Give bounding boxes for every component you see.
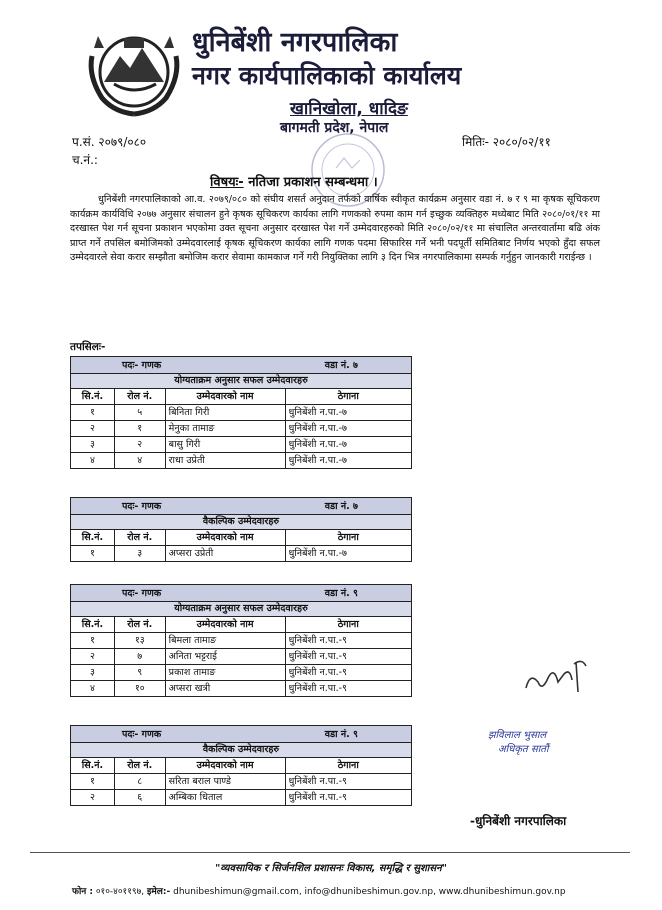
col-header-roll: रोल नं. bbox=[114, 389, 165, 405]
details-label: तपसिलः- bbox=[70, 341, 106, 353]
ward-label: वडा नं. ७ bbox=[324, 359, 358, 371]
cell-sn: २ bbox=[71, 649, 115, 665]
table-row bbox=[71, 665, 412, 681]
ward-label: वडा नं. ९ bbox=[324, 728, 358, 740]
cell-roll: ५ bbox=[114, 405, 165, 421]
email-label: इमेल:- bbox=[146, 887, 171, 897]
col-header-sn: सि.नं. bbox=[71, 758, 115, 774]
cell-sn: २ bbox=[71, 421, 115, 437]
org-name: धुनिबेंशी नगरपालिका bbox=[192, 27, 398, 58]
cell-address: धुनिबेंशी न.पा.-७ bbox=[285, 421, 412, 437]
table-row bbox=[71, 633, 412, 649]
ward-label: वडा नं. ७ bbox=[324, 500, 358, 512]
cell-roll: ४ bbox=[114, 453, 165, 469]
category-label: वैकल्पिक उम्मेदवारहरु bbox=[71, 743, 412, 758]
cell-sn: ३ bbox=[71, 665, 115, 681]
cell-name: मेनुका तामाङ bbox=[165, 421, 285, 437]
footer-divider bbox=[30, 852, 630, 853]
cell-address: धुनिबेंशी न.पा.-९ bbox=[285, 790, 412, 806]
official-stamp-text bbox=[488, 729, 598, 757]
cell-name: अप्सरा खत्री bbox=[165, 681, 285, 697]
cell-roll: ९ bbox=[114, 665, 165, 681]
table-row bbox=[71, 421, 412, 437]
cell-name: अनिता भट्टराई bbox=[165, 649, 285, 665]
cell-address: धुनिबेंशी न.पा.-९ bbox=[285, 665, 412, 681]
table-header-row bbox=[71, 389, 412, 405]
phone-number: ०१०-४०११९७, bbox=[95, 887, 145, 897]
cell-sn: १ bbox=[71, 546, 115, 562]
cell-address: धुनिबेंशी न.पा.-७ bbox=[285, 453, 412, 469]
province: बागमती प्रदेश, नेपाल bbox=[280, 120, 389, 136]
table-header-row bbox=[71, 530, 412, 546]
col-header-name: उम्मेदवारको नाम bbox=[165, 530, 285, 546]
category-label: वैकल्पिक उम्मेदवारहरु bbox=[71, 515, 412, 530]
ref-no: प.सं. २०७९/०८० bbox=[72, 135, 147, 149]
cell-roll: ७ bbox=[114, 649, 165, 665]
official-name: झविलाल भुसाल bbox=[488, 730, 547, 741]
cell-name: बिनिता गिरी bbox=[165, 405, 285, 421]
col-header-roll: रोल नं. bbox=[114, 617, 165, 633]
cell-sn: २ bbox=[71, 790, 115, 806]
cell-sn: १ bbox=[71, 633, 115, 649]
cell-sn: १ bbox=[71, 405, 115, 421]
cell-address: धुनिबेंशी न.पा.-७ bbox=[285, 405, 412, 421]
col-header-address: ठेगाना bbox=[285, 617, 412, 633]
cell-sn: ३ bbox=[71, 437, 115, 453]
post-label: पदः- गणक bbox=[122, 500, 162, 512]
table-row bbox=[71, 774, 412, 790]
col-header-sn: सि.नं. bbox=[71, 530, 115, 546]
cell-roll: ६ bbox=[114, 790, 165, 806]
table-header-row bbox=[71, 617, 412, 633]
reference-block bbox=[72, 133, 146, 169]
contact-links: dhunibeshimun@gmail.com, info@dhunibeshimun.gov.np, www.dhunibeshimun.gov.np bbox=[173, 887, 566, 897]
table-row bbox=[71, 437, 412, 453]
cell-sn: १ bbox=[71, 774, 115, 790]
cell-roll: ३ bbox=[114, 546, 165, 562]
post-label: पदः- गणक bbox=[122, 359, 162, 371]
subject-label: विषयः- bbox=[210, 175, 244, 190]
table-row bbox=[71, 546, 412, 562]
cell-roll: ८ bbox=[114, 774, 165, 790]
cell-address: धुनिबेंशी न.पा.-९ bbox=[285, 681, 412, 697]
cell-name: अम्बिका धिताल bbox=[165, 790, 285, 806]
cell-address: धुनिबेंशी न.पा.-९ bbox=[285, 649, 412, 665]
cell-roll: १ bbox=[114, 421, 165, 437]
cell-sn: ४ bbox=[71, 681, 115, 697]
post-label: पदः- गणक bbox=[122, 587, 162, 599]
cell-name: बिमला तामाङ bbox=[165, 633, 285, 649]
result-table-ward9-alternate bbox=[70, 725, 412, 806]
col-header-sn: सि.नं. bbox=[71, 617, 115, 633]
col-header-name: उम्मेदवारको नाम bbox=[165, 389, 285, 405]
office-location: खानिखोला, धादिङ bbox=[290, 99, 408, 119]
table-row bbox=[71, 453, 412, 469]
table-row bbox=[71, 405, 412, 421]
col-header-address: ठेगाना bbox=[285, 758, 412, 774]
cell-address: धुनिबेंशी न.पा.-९ bbox=[285, 633, 412, 649]
cell-roll: २ bbox=[114, 437, 165, 453]
footer-slogan: "व्यवसायिक र सिर्जनशिल प्रशासनः विकास, समृद्धि र सुशासन" bbox=[215, 863, 447, 874]
cell-address: धुनिबेंशी न.पा.-७ bbox=[285, 437, 412, 453]
col-header-roll: रोल नं. bbox=[114, 530, 165, 546]
cell-address: धुनिबेंशी न.पा.-९ bbox=[285, 774, 412, 790]
official-designation: अधिकृत सातौं bbox=[498, 744, 549, 755]
table-row bbox=[71, 681, 412, 697]
result-table-ward7-successful bbox=[70, 356, 412, 469]
phone-label: फोन : bbox=[72, 887, 93, 897]
category-label: योग्यताक्रम अनुसार सफल उम्मेदवारहरु bbox=[71, 602, 412, 617]
cell-name: प्रकाश तामाङ bbox=[165, 665, 285, 681]
cell-name: सरिता बराल पाण्डे bbox=[165, 774, 285, 790]
notice-body: धुनिबेंशी नगरपालिकाको आ.व. २०७९/०८० को संघीय शसर्त अनुदान तर्फको वार्षिक स्वीकृत कार्यक्रम अनुसार वडा नं. ७ र ९ मा कृषक सूचिकरण कार्यक्रम कार्यविधि २०७७ अनुसार संचालन हुने कृषक सूचिकरण कार्यका लागि गणकको रुपमा काम गर्न इच्छुक व्यक्तिहरु मध्येबाट मिति २०८०/०१/११ मा दरखास्त पेश गर्न सूचना प्रकाशन भएकोमा उक्त सूचना अनुसार दरखास्त पेश गर्ने उम्मेदवारहरुको मिति २०८०/०२/११ मा संचालित अन्तरवार्तामा बढि अंक प्राप्त गर्ने तपसिल बमोजिमको उम्मेदवारलाई कृषक सूचिकरण कार्यका लागि गणक पदमा सिफारिस गर्ने भनी पदपूर्ती समितिबाट निर्णय भएको हुँदा सफल उम्मेदवारले सेवा करार सम्झौता बमोजिम करार सेवामा कामकाज गर्ने गरी नियुक्तिका लागि ३ दिन भित्र नगरपालिकामा सम्पर्क गर्नुहुन जानकारी गराईन्छ । bbox=[70, 194, 600, 264]
dispatch-no: च.नं.: bbox=[72, 153, 98, 167]
cell-name: राधा उप्रेती bbox=[165, 453, 285, 469]
table-row bbox=[71, 649, 412, 665]
col-header-name: उम्मेदवारको नाम bbox=[165, 758, 285, 774]
col-header-roll: रोल नं. bbox=[114, 758, 165, 774]
subject-line bbox=[210, 172, 480, 190]
municipality-logo-emblem bbox=[84, 26, 184, 118]
cell-address: धुनिबेंशी न.पा.-७ bbox=[285, 546, 412, 562]
handwritten-signature bbox=[520, 652, 590, 702]
col-header-name: उम्मेदवारको नाम bbox=[165, 617, 285, 633]
signatory-org: -धुनिबेंशी नगरपालिका bbox=[470, 814, 567, 828]
result-table-ward9-successful bbox=[70, 584, 412, 697]
cell-name: अप्सरा उप्रेती bbox=[165, 546, 285, 562]
cell-name: बासु गिरी bbox=[165, 437, 285, 453]
category-label: योग्यताक्रम अनुसार सफल उम्मेदवारहरु bbox=[71, 374, 412, 389]
table-header-row bbox=[71, 758, 412, 774]
cell-roll: १३ bbox=[114, 633, 165, 649]
cell-roll: १० bbox=[114, 681, 165, 697]
ward-label: वडा नं. ९ bbox=[324, 587, 358, 599]
col-header-sn: सि.नं. bbox=[71, 389, 115, 405]
col-header-address: ठेगाना bbox=[285, 530, 412, 546]
footer-contact bbox=[72, 884, 652, 897]
col-header-address: ठेगाना bbox=[285, 389, 412, 405]
result-table-ward7-alternate bbox=[70, 497, 412, 562]
subject-text: नतिजा प्रकाशन सम्बन्धमा । bbox=[248, 175, 378, 190]
letter-date: मितिः- २०८०/०२/११ bbox=[462, 135, 551, 149]
post-label: पदः- गणक bbox=[122, 728, 162, 740]
cell-sn: ४ bbox=[71, 453, 115, 469]
office-name: नगर कार्यपालिकाको कार्यालय bbox=[192, 61, 462, 90]
table-row bbox=[71, 790, 412, 806]
